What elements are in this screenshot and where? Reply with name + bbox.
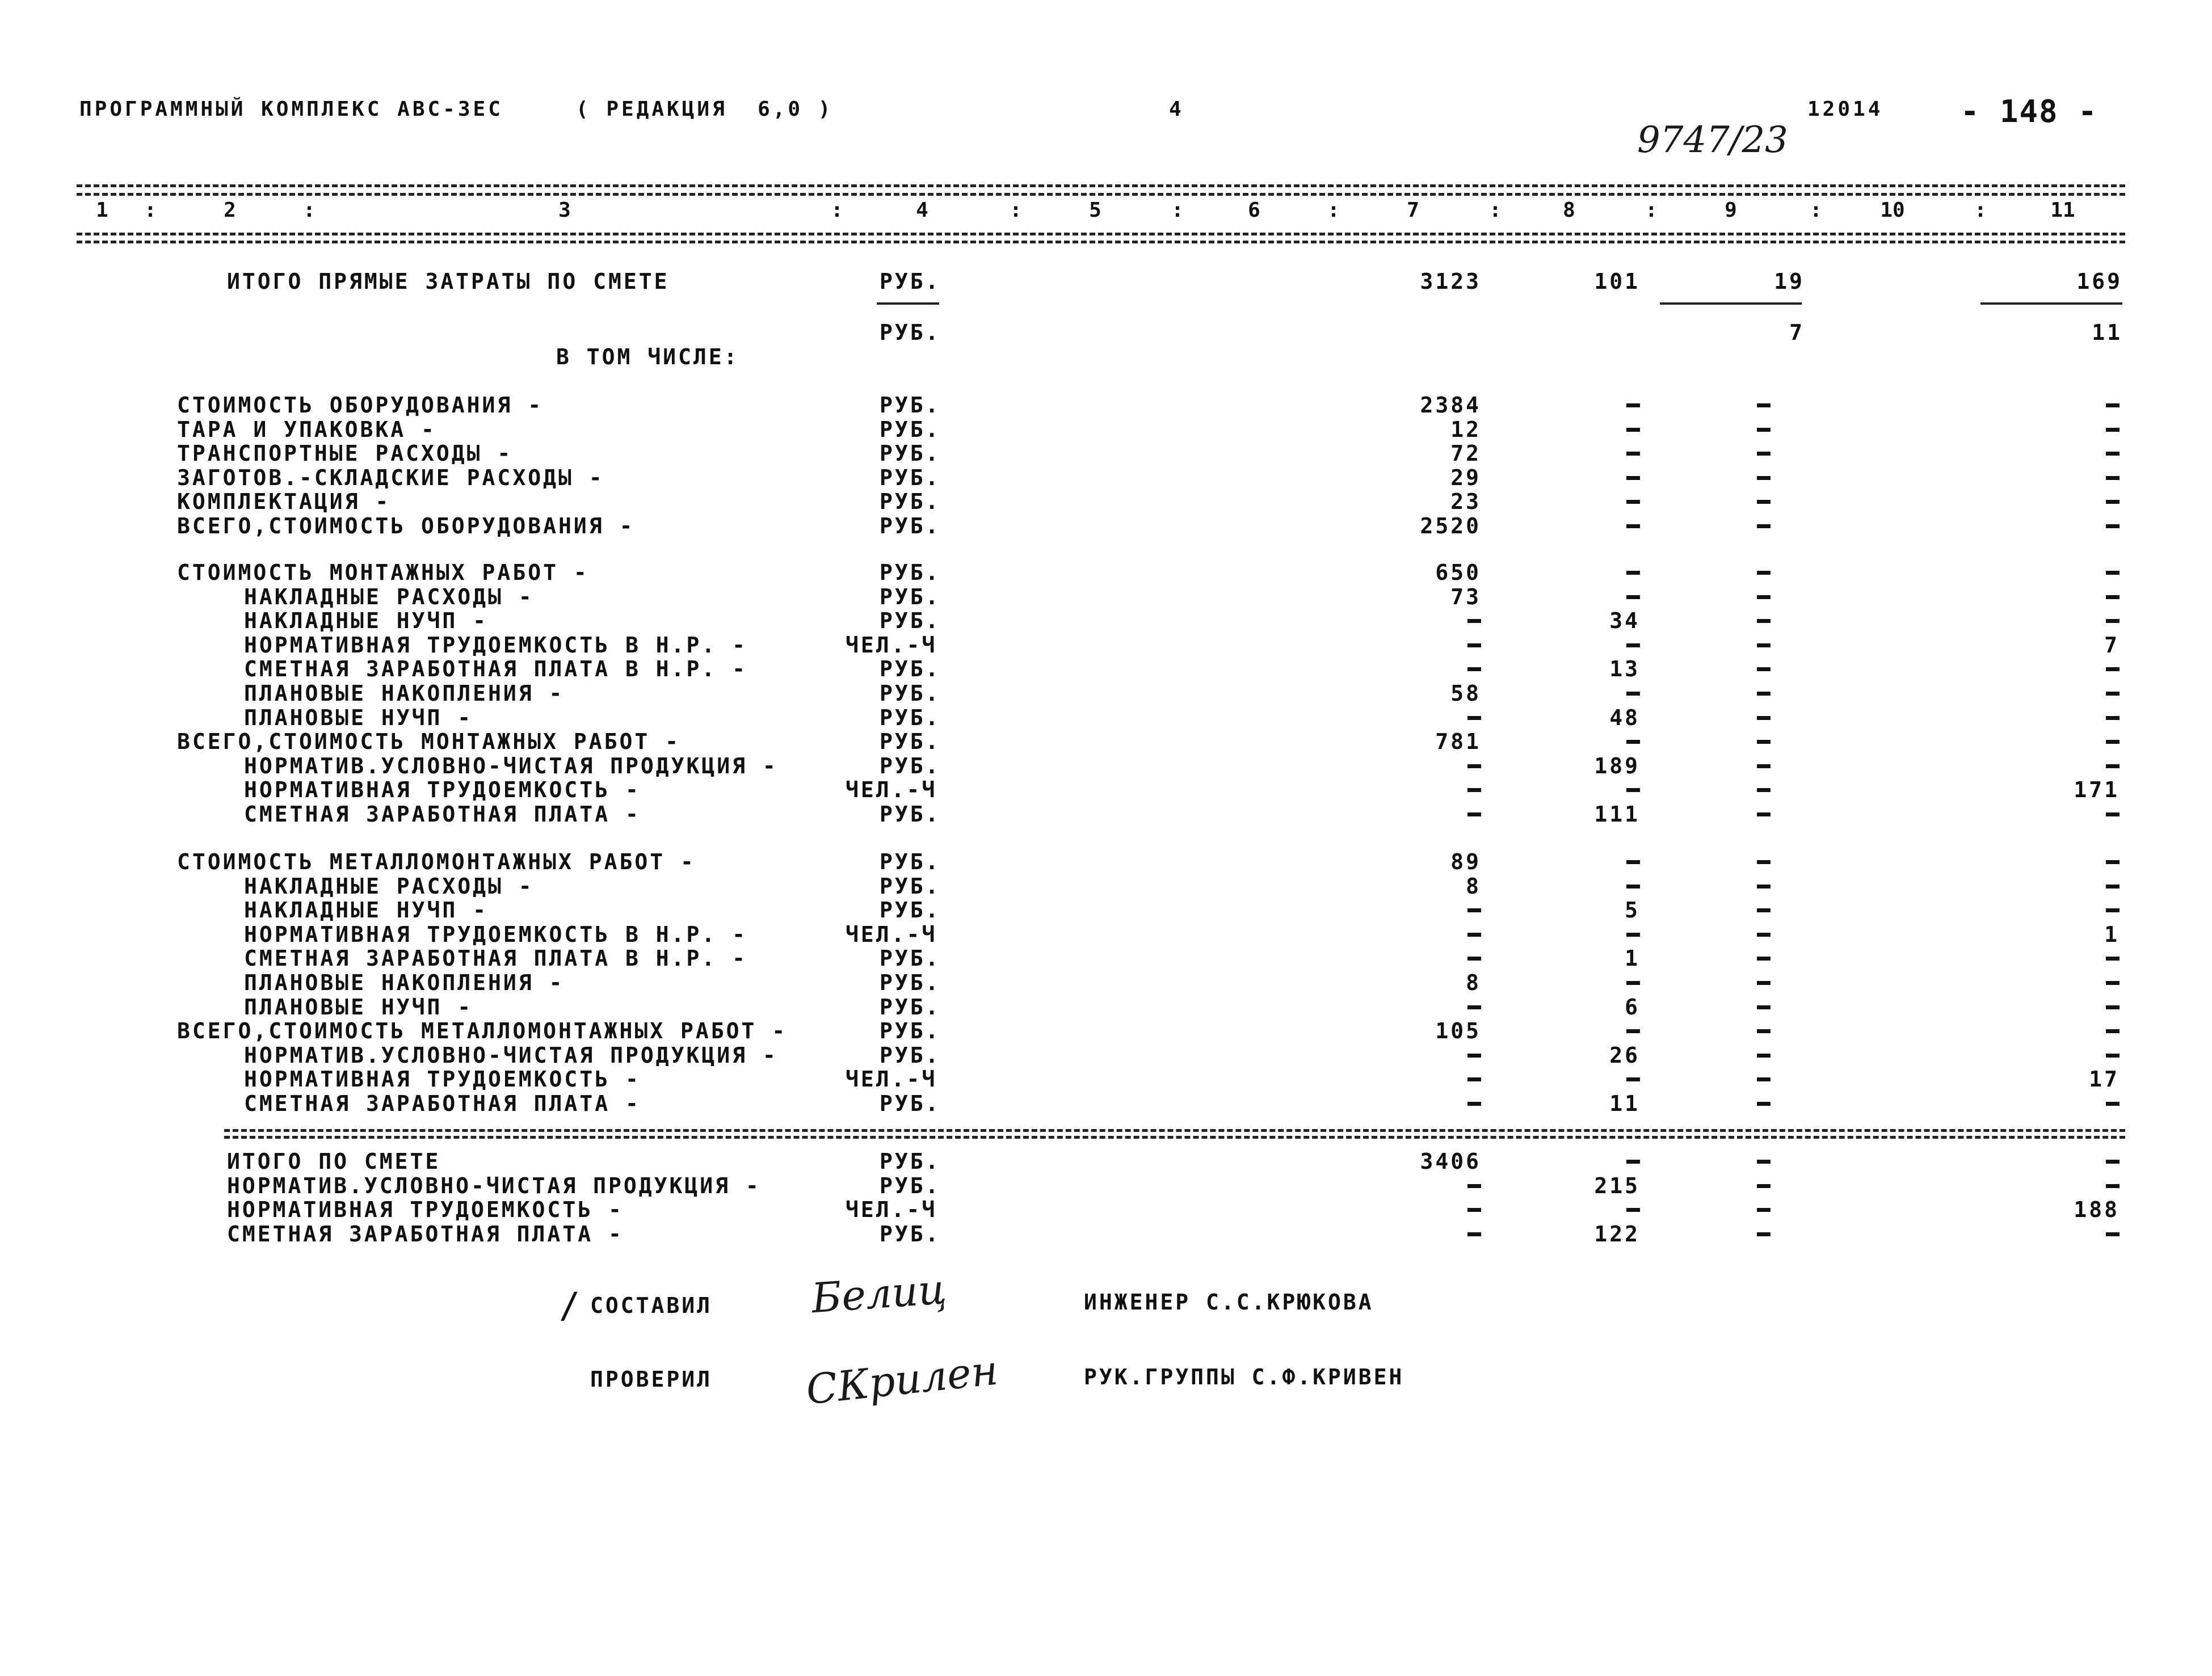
checked-signature: СКрилен	[804, 1346, 1000, 1414]
row-col11-dash	[2106, 476, 2120, 480]
row-unit: РУБ.	[880, 560, 941, 585]
row-col9-dash	[1757, 1232, 1771, 1236]
row-col9-dash	[1757, 1077, 1771, 1081]
row-col8: 48	[1609, 705, 1640, 730]
row-col8-dash	[1626, 595, 1640, 599]
rule-top-2	[77, 193, 2125, 196]
row-col7-dash	[1467, 1102, 1481, 1106]
row-col9-dash	[1757, 1005, 1771, 1009]
row-col7: 105	[1435, 1018, 1481, 1043]
row-col11-dash	[2106, 452, 2120, 456]
row-col9-dash	[1757, 1102, 1771, 1106]
row-col8-dash	[1626, 1160, 1640, 1164]
row-col7-dash	[1467, 788, 1481, 792]
row-col11-dash	[2106, 524, 2120, 528]
row-unit: РУБ.	[880, 1149, 941, 1174]
row-col9-dash	[1757, 764, 1771, 768]
row-col9-dash	[1757, 1054, 1771, 1058]
row-col9-dash	[1757, 1184, 1771, 1188]
column-number: 1	[96, 199, 108, 222]
row-label: СТОИМОСТЬ ОБОРУДОВАНИЯ -	[177, 393, 544, 418]
direct-costs-col9: 19	[1774, 269, 1805, 294]
including-label: В ТОМ ЧИСЛЕ:	[556, 344, 739, 369]
row-unit: РУБ.	[880, 729, 941, 754]
row-unit: РУБ.	[880, 898, 941, 923]
column-separator: :	[1974, 199, 1987, 222]
column-number: 3	[558, 199, 571, 222]
row-unit: РУБ.	[880, 995, 941, 1020]
row-col11-dash	[2106, 740, 2120, 744]
row-unit: РУБ.	[880, 584, 941, 609]
row-label: СМЕТНАЯ ЗАРАБОТНАЯ ПЛАТА -	[244, 802, 641, 827]
row-col8-dash	[1626, 885, 1640, 888]
column-number: 6	[1248, 199, 1260, 222]
row-col9-dash	[1757, 476, 1771, 480]
column-number: 4	[916, 199, 928, 222]
row-unit: РУБ.	[880, 417, 941, 442]
row-col11-dash	[2106, 1029, 2120, 1033]
row-col9-dash	[1757, 860, 1771, 864]
row-col8: 13	[1609, 656, 1640, 681]
row-label: СТОИМОСТЬ МОНТАЖНЫХ РАБОТ -	[177, 560, 589, 585]
column-separator: :	[831, 199, 843, 222]
column-number: 10	[1880, 199, 1905, 222]
row-col8: 26	[1609, 1043, 1640, 1068]
row-label: ПЛАНОВЫЕ НАКОПЛЕНИЯ -	[244, 681, 565, 706]
column-number: 11	[2050, 199, 2075, 222]
row-col7-dash	[1467, 1232, 1481, 1236]
row-col11-dash	[2106, 981, 2120, 985]
row-col8: 1	[1625, 946, 1640, 971]
rule-under-header	[77, 233, 2125, 235]
rule-under-header-2	[77, 241, 2125, 243]
row-col9-dash	[1757, 1160, 1771, 1164]
row-unit: РУБ.	[880, 1043, 941, 1068]
row-label: НАКЛАДНЫЕ РАСХОДЫ -	[244, 584, 534, 609]
row-col7: 2384	[1420, 393, 1481, 418]
column-number: 2	[224, 199, 236, 222]
row-label: СМЕТНАЯ ЗАРАБОТНАЯ ПЛАТА -	[244, 1091, 641, 1116]
row-label: ПЛАНОВЫЕ НУЧП -	[244, 705, 473, 730]
row-col9-dash	[1757, 619, 1771, 623]
row-col8: 6	[1625, 995, 1640, 1020]
col9-underline	[1660, 302, 1802, 305]
row-unit: РУБ.	[880, 946, 941, 971]
row-col11-dash	[2106, 619, 2120, 623]
row-col9-dash	[1757, 1029, 1771, 1033]
row-col11-dash	[2106, 885, 2120, 888]
row-col7: 12	[1450, 417, 1481, 442]
row-col7-dash	[1467, 1208, 1481, 1212]
row-col7-dash	[1467, 1054, 1481, 1058]
row-unit: РУБ.	[880, 513, 941, 538]
row-col11-dash	[2106, 667, 2120, 671]
row-col8-dash	[1626, 452, 1640, 456]
checked-label: ПРОВЕРИЛ	[590, 1367, 713, 1392]
direct-costs-unit: РУБ.	[880, 269, 941, 294]
sheet-number: 4	[1169, 98, 1184, 121]
column-separator: :	[1010, 199, 1022, 222]
row-col9-dash	[1757, 981, 1771, 985]
row-col9-dash	[1757, 716, 1771, 720]
direct-costs-col8: 101	[1594, 269, 1640, 294]
row-col7: 8	[1466, 970, 1481, 995]
row-col11: 1	[2104, 922, 2120, 947]
row-col11-dash	[2106, 1160, 2120, 1164]
row-unit: РУБ.	[880, 441, 941, 466]
row-col8-dash	[1626, 403, 1640, 407]
page-number: - 148 -	[1961, 94, 2098, 129]
column-separator: :	[1645, 199, 1658, 222]
row-col11-dash	[2106, 595, 2120, 599]
row-label: НОРМАТИВ.УСЛОВНО-ЧИСТАЯ ПРОДУКЦИЯ -	[227, 1173, 761, 1198]
row-col9-dash	[1757, 595, 1771, 599]
row-label: СМЕТНАЯ ЗАРАБОТНАЯ ПЛАТА -	[227, 1222, 624, 1247]
column-number: 9	[1725, 199, 1737, 222]
row-col11-dash	[2106, 908, 2120, 912]
row-unit: ЧЕЛ.-Ч	[846, 922, 937, 947]
column-separator: :	[144, 199, 157, 222]
row-col9-dash	[1757, 1208, 1771, 1212]
row-col9-dash	[1757, 571, 1771, 575]
row-label: НОРМАТИВНАЯ ТРУДОЕМКОСТЬ -	[244, 1067, 641, 1092]
row-label: ТАРА И УПАКОВКА -	[177, 417, 436, 442]
row-col7: 8	[1466, 874, 1481, 899]
row-col7: 2520	[1420, 513, 1481, 538]
row-col11: 171	[2074, 777, 2120, 802]
column-separator: :	[1810, 199, 1822, 222]
row-col9-dash	[1757, 524, 1771, 528]
row-unit: РУБ.	[880, 1018, 941, 1043]
row-col9-dash	[1757, 812, 1771, 816]
row-col9-dash	[1757, 740, 1771, 744]
row-col11-dash	[2106, 571, 2120, 575]
row-label: НАКЛАДНЫЕ РАСХОДЫ -	[244, 874, 534, 899]
row-col7-dash	[1467, 908, 1481, 912]
row-col9-dash	[1757, 667, 1771, 671]
row-col7: 23	[1450, 489, 1481, 514]
row-label: НАКЛАДНЫЕ НУЧП -	[244, 898, 489, 923]
row-col7-dash	[1467, 933, 1481, 937]
column-number: 7	[1407, 199, 1419, 222]
row-col11: 17	[2089, 1067, 2120, 1092]
row-col11-dash	[2106, 500, 2120, 504]
direct-costs-label: ИТОГО ПРЯМЫЕ ЗАТРАТЫ ПО СМЕТЕ	[227, 269, 670, 294]
compiled-label: СОСТАВИЛ	[590, 1293, 713, 1318]
rule-before-totals-2	[224, 1136, 2125, 1139]
row-col8: 5	[1625, 898, 1640, 923]
row-col11-dash	[2106, 1232, 2120, 1236]
row-col7-dash	[1467, 619, 1481, 623]
compiled-by: ИНЖЕНЕР С.С.КРЮКОВА	[1084, 1290, 1374, 1315]
row-unit: РУБ.	[880, 705, 941, 730]
row-col11-dash	[2106, 403, 2120, 407]
row-label: СМЕТНАЯ ЗАРАБОТНАЯ ПЛАТА В Н.Р. -	[244, 946, 747, 971]
column-number: 5	[1089, 199, 1101, 222]
direct-costs-col11b: 11	[2092, 320, 2122, 345]
row-col8-dash	[1626, 692, 1640, 696]
direct-costs-col9b: 7	[1789, 320, 1805, 345]
col11-underline	[1980, 302, 2122, 305]
document-code: 12014	[1807, 98, 1883, 121]
row-col9-dash	[1757, 428, 1771, 432]
row-unit: РУБ.	[880, 849, 941, 874]
row-col8-dash	[1626, 524, 1640, 528]
row-col11-dash	[2106, 812, 2120, 816]
row-col9-dash	[1757, 885, 1771, 888]
row-col8-dash	[1626, 981, 1640, 985]
row-unit: РУБ.	[880, 393, 941, 418]
row-col7-dash	[1467, 1005, 1481, 1009]
row-col8: 122	[1594, 1222, 1640, 1247]
row-col8: 11	[1609, 1091, 1640, 1116]
row-col11-dash	[2106, 1054, 2120, 1058]
row-col11-dash	[2106, 716, 2120, 720]
row-col8-dash	[1626, 740, 1640, 744]
rule-top	[77, 184, 2125, 187]
row-unit: РУБ.	[880, 1222, 941, 1247]
row-col9-dash	[1757, 500, 1771, 504]
row-col11-dash	[2106, 1005, 2120, 1009]
row-col11-dash	[2106, 1102, 2120, 1106]
row-label: ТРАНСПОРТНЫЕ РАСХОДЫ -	[177, 441, 513, 466]
row-col7: 72	[1450, 441, 1481, 466]
row-col11: 7	[2104, 633, 2120, 658]
row-col9-dash	[1757, 908, 1771, 912]
rule-before-totals	[224, 1129, 2125, 1132]
row-unit: РУБ.	[880, 1091, 941, 1116]
row-col8: 34	[1609, 608, 1640, 633]
row-unit: ЧЕЛ.-Ч	[846, 1197, 937, 1222]
row-col8-dash	[1626, 476, 1640, 480]
direct-costs-col7: 3123	[1420, 269, 1481, 294]
row-col7-dash	[1467, 667, 1481, 671]
row-col7: 89	[1450, 849, 1481, 874]
row-col8-dash	[1626, 933, 1640, 937]
row-label: НОРМАТИВ.УСЛОВНО-ЧИСТАЯ ПРОДУКЦИЯ -	[244, 753, 778, 778]
row-unit: ЧЕЛ.-Ч	[846, 633, 937, 658]
row-col8-dash	[1626, 1208, 1640, 1212]
row-unit: ЧЕЛ.-Ч	[846, 1067, 937, 1092]
row-col9-dash	[1757, 403, 1771, 407]
row-col9-dash	[1757, 933, 1771, 937]
column-separator: :	[1327, 199, 1340, 222]
row-col9-dash	[1757, 643, 1771, 647]
row-label: ВСЕГО,СТОИМОСТЬ ОБОРУДОВАНИЯ -	[177, 513, 635, 538]
row-col7: 58	[1450, 681, 1481, 706]
row-col8-dash	[1626, 428, 1640, 432]
row-unit: РУБ.	[880, 970, 941, 995]
row-unit: РУБ.	[880, 802, 941, 827]
row-unit: РУБ.	[880, 874, 941, 899]
row-label: ПЛАНОВЫЕ НАКОПЛЕНИЯ -	[244, 970, 565, 995]
row-col7-dash	[1467, 764, 1481, 768]
row-col11: 188	[2074, 1197, 2120, 1222]
checked-by: РУК.ГРУППЫ С.Ф.КРИВЕН	[1084, 1365, 1404, 1389]
row-unit: РУБ.	[880, 489, 941, 514]
row-col9-dash	[1757, 788, 1771, 792]
compiled-signature: Белиц	[810, 1265, 948, 1323]
row-col11-dash	[2106, 692, 2120, 696]
row-col8: 111	[1594, 802, 1640, 827]
row-label: ВСЕГО,СТОИМОСТЬ МЕТАЛЛОМОНТАЖНЫХ РАБОТ -	[177, 1018, 788, 1043]
row-col11-dash	[2106, 957, 2120, 961]
row-col7-dash	[1467, 716, 1481, 720]
row-col7-dash	[1467, 1077, 1481, 1081]
row-col8-dash	[1626, 860, 1640, 864]
row-col8-dash	[1626, 1029, 1640, 1033]
row-col7-dash	[1467, 1184, 1481, 1188]
row-col7: 3406	[1420, 1149, 1481, 1174]
row-label: НОРМАТИВ.УСЛОВНО-ЧИСТАЯ ПРОДУКЦИЯ -	[244, 1043, 778, 1068]
row-label: ВСЕГО,СТОИМОСТЬ МОНТАЖНЫХ РАБОТ -	[177, 729, 680, 754]
unit-underline	[877, 302, 939, 305]
row-col8-dash	[1626, 571, 1640, 575]
row-col8-dash	[1626, 788, 1640, 792]
row-label: НОРМАТИВНАЯ ТРУДОЕМКОСТЬ -	[227, 1197, 624, 1222]
row-col7: 29	[1450, 465, 1481, 490]
row-col7-dash	[1467, 812, 1481, 816]
row-unit: РУБ.	[880, 608, 941, 633]
row-label: КОМПЛЕКТАЦИЯ -	[177, 489, 391, 514]
row-label: НОРМАТИВНАЯ ТРУДОЕМКОСТЬ -	[244, 777, 641, 802]
edition-label: ( РЕДАКЦИЯ 6,0 )	[576, 98, 834, 121]
row-label: СМЕТНАЯ ЗАРАБОТНАЯ ПЛАТА В Н.Р. -	[244, 656, 747, 681]
row-col9-dash	[1757, 957, 1771, 961]
row-unit: РУБ.	[880, 681, 941, 706]
row-label: НОРМАТИВНАЯ ТРУДОЕМКОСТЬ В Н.Р. -	[244, 633, 747, 658]
column-separator: :	[1171, 199, 1184, 222]
row-unit: РУБ.	[880, 656, 941, 681]
direct-costs-unit-2: РУБ.	[880, 320, 941, 345]
row-label: СТОИМОСТЬ МЕТАЛЛОМОНТАЖНЫХ РАБОТ -	[177, 849, 696, 874]
row-label: НАКЛАДНЫЕ НУЧП -	[244, 608, 489, 633]
column-separator: :	[1489, 199, 1502, 222]
row-label: ИТОГО ПО СМЕТЕ	[227, 1149, 441, 1174]
row-unit: ЧЕЛ.-Ч	[846, 777, 937, 802]
row-col11-dash	[2106, 1184, 2120, 1188]
row-col8: 215	[1594, 1173, 1640, 1198]
handwritten-number: 9747/23	[1637, 119, 1788, 161]
row-label: НОРМАТИВНАЯ ТРУДОЕМКОСТЬ В Н.Р. -	[244, 922, 747, 947]
row-col8-dash	[1626, 500, 1640, 504]
program-title: ПРОГРАММНЫЙ КОМПЛЕКС АВС-3ЕС	[79, 98, 503, 121]
row-col9-dash	[1757, 692, 1771, 696]
row-col7-dash	[1467, 643, 1481, 647]
slash-mark: /	[559, 1285, 581, 1326]
row-label: ПЛАНОВЫЕ НУЧП -	[244, 995, 473, 1020]
row-col11-dash	[2106, 860, 2120, 864]
column-separator: :	[303, 199, 316, 222]
row-col11-dash	[2106, 764, 2120, 768]
row-col7: 650	[1435, 560, 1481, 585]
row-unit: РУБ.	[880, 753, 941, 778]
row-unit: РУБ.	[880, 1173, 941, 1198]
row-col7-dash	[1467, 957, 1481, 961]
row-col9-dash	[1757, 452, 1771, 456]
row-col7: 781	[1435, 729, 1481, 754]
row-col11-dash	[2106, 428, 2120, 432]
row-unit: РУБ.	[880, 465, 941, 490]
row-col8: 189	[1594, 753, 1640, 778]
row-label: ЗАГОТОВ.-СКЛАДСКИЕ РАСХОДЫ -	[177, 465, 604, 490]
column-number: 8	[1563, 199, 1575, 222]
row-col8-dash	[1626, 643, 1640, 647]
direct-costs-col11: 169	[2076, 269, 2122, 294]
row-col7: 73	[1450, 584, 1481, 609]
row-col8-dash	[1626, 1077, 1640, 1081]
